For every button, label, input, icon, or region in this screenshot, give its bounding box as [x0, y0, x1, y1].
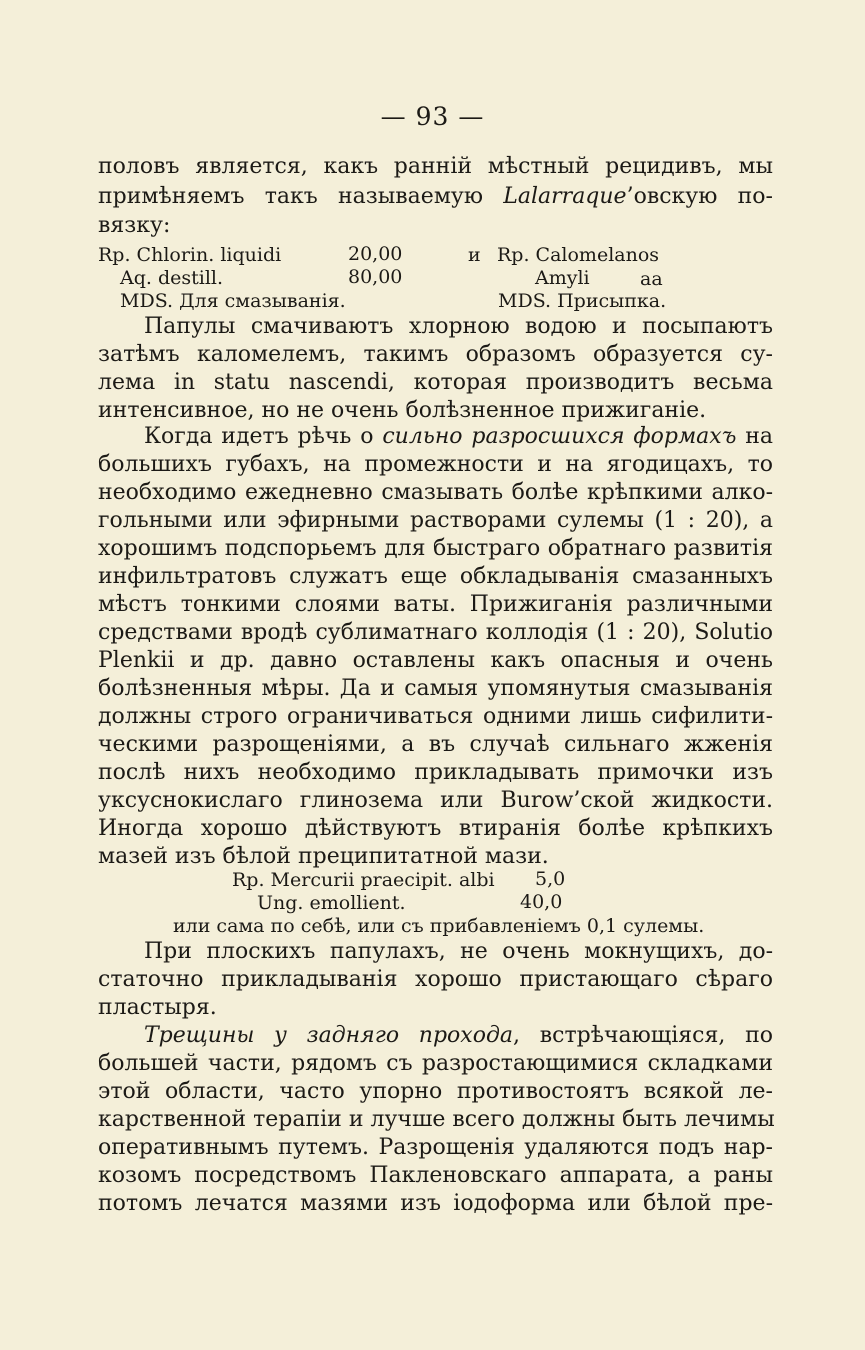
text-line: мѣстъ тонкими слоями ваты. Прижиганія различными — [98, 592, 773, 617]
text-line: уксуснокислаго глинозема или Burow’ской жидкости. — [98, 788, 773, 813]
text-line: потомъ лечатся мазями изъ іодоформа или бѣлой пре- — [98, 1191, 773, 1216]
italic-term: Трещины у задняго прохода — [144, 1023, 514, 1048]
text-line: лема in statu nascendi, которая производитъ весьма — [98, 370, 773, 395]
prescription-quantity: aa — [640, 268, 663, 290]
text-line: вязку: — [98, 213, 171, 238]
text-line: карственной терапіи и лучше всего должны быть лечимы — [98, 1107, 775, 1132]
text-line — [144, 1022, 773, 1050]
text-line: средствами вродѣ сублиматнаго коллодія (1 : 20), Solutio — [98, 620, 773, 645]
text-line: мазей изъ бѣлой преципитатной мази. — [98, 844, 549, 869]
text-line: послѣ нихъ необходимо прикладывать примочки изъ — [98, 760, 773, 785]
text-line: инфильтратовъ служатъ еще обкладыванія смазанныхъ — [98, 564, 773, 589]
text-span: Когда идетъ рѣчь о — [144, 424, 383, 449]
prescription-line: Rp. Mercurii praecipit. albi — [232, 869, 495, 891]
text-span: на — [736, 424, 773, 449]
text-line: необходимо ежедневно смазывать болѣе крѣпкими алко- — [98, 480, 773, 505]
prescription-signa: MDS. Присыпка. — [498, 290, 667, 312]
text-span: , встрѣчающіяся, по — [513, 1023, 773, 1048]
prescription-signa: MDS. Для смазыванія. — [120, 290, 346, 312]
italic-term: Lalarraque — [503, 184, 627, 209]
text-span: примѣняемъ такъ называемую — [98, 184, 504, 209]
italic-term: сильно разросшихся формахъ — [382, 424, 737, 449]
text-line — [144, 423, 773, 451]
prescription-line: Amyli — [535, 267, 590, 289]
prescription-note: или сама по себѣ, или съ прибавленіемъ 0,1 сулемы. — [173, 915, 705, 937]
text-span: ’овскую по- — [626, 184, 773, 209]
text-line: козомъ посредствомъ Пакленовскаго аппарата, а раны — [98, 1163, 773, 1188]
text-line: должны строго ограничиваться одними лишь сифилити- — [98, 704, 773, 729]
text-line: Иногда хорошо дѣйствуютъ втиранія болѣе крѣпкихъ — [98, 816, 773, 841]
text-line: интенсивное, но не очень болѣзненное прижиганіе. — [98, 398, 707, 423]
text-line: хорошимъ подспорьемъ для быстраго обратнаго развитія — [98, 536, 773, 561]
text-line: Папулы смачиваютъ хлорною водою и посыпаютъ — [144, 314, 773, 339]
text-line: пластыря. — [98, 995, 217, 1020]
prescription-quantity: 5,0 — [535, 868, 566, 890]
conjunction: и — [468, 244, 481, 266]
text-line: большихъ губахъ, на промежности и на ягодицахъ, то — [98, 452, 773, 477]
prescription-line: Rp. Calomelanos — [497, 244, 660, 266]
prescription-line: Rp. Chlorin. liquidi — [98, 244, 282, 266]
prescription-quantity: 80,00 — [348, 266, 403, 288]
text-line: гольными или эфирными растворами сулемы (1 : 20), а — [98, 508, 773, 533]
text-line: При плоскихъ папулахъ, не очень мокнущихъ, до- — [144, 939, 773, 964]
text-line: затѣмъ каломелемъ, такимъ образомъ образуется су- — [98, 342, 773, 367]
page-number: — 93 — — [380, 102, 485, 131]
text-line: оперативнымъ путемъ. Разрощенія удаляются подъ нар- — [98, 1135, 773, 1160]
text-line: ческими разрощеніями, а въ случаѣ сильнаго жженія — [98, 732, 773, 757]
text-line: болѣзненныя мѣры. Да и самыя упомянутыя смазыванія — [98, 676, 773, 701]
text-line: этой области, часто упорно противостоятъ всякой ле- — [98, 1079, 773, 1104]
text-line — [98, 183, 773, 211]
prescription-quantity: 20,00 — [348, 243, 403, 265]
text-line: половъ является, какъ ранній мѣстный рецидивъ, мы — [98, 154, 773, 179]
text-line: Plenkii и др. давно оставлены какъ опасныя и очень — [98, 648, 773, 673]
prescription-line: Aq. destill. — [120, 267, 224, 289]
prescription-line: Ung. emollient. — [257, 892, 406, 914]
prescription-quantity: 40,0 — [520, 891, 563, 913]
text-line: статочно прикладыванія хорошо пристающаго сѣраго — [98, 967, 773, 992]
text-line: большей части, рядомъ съ разростающимися складками — [98, 1051, 773, 1076]
